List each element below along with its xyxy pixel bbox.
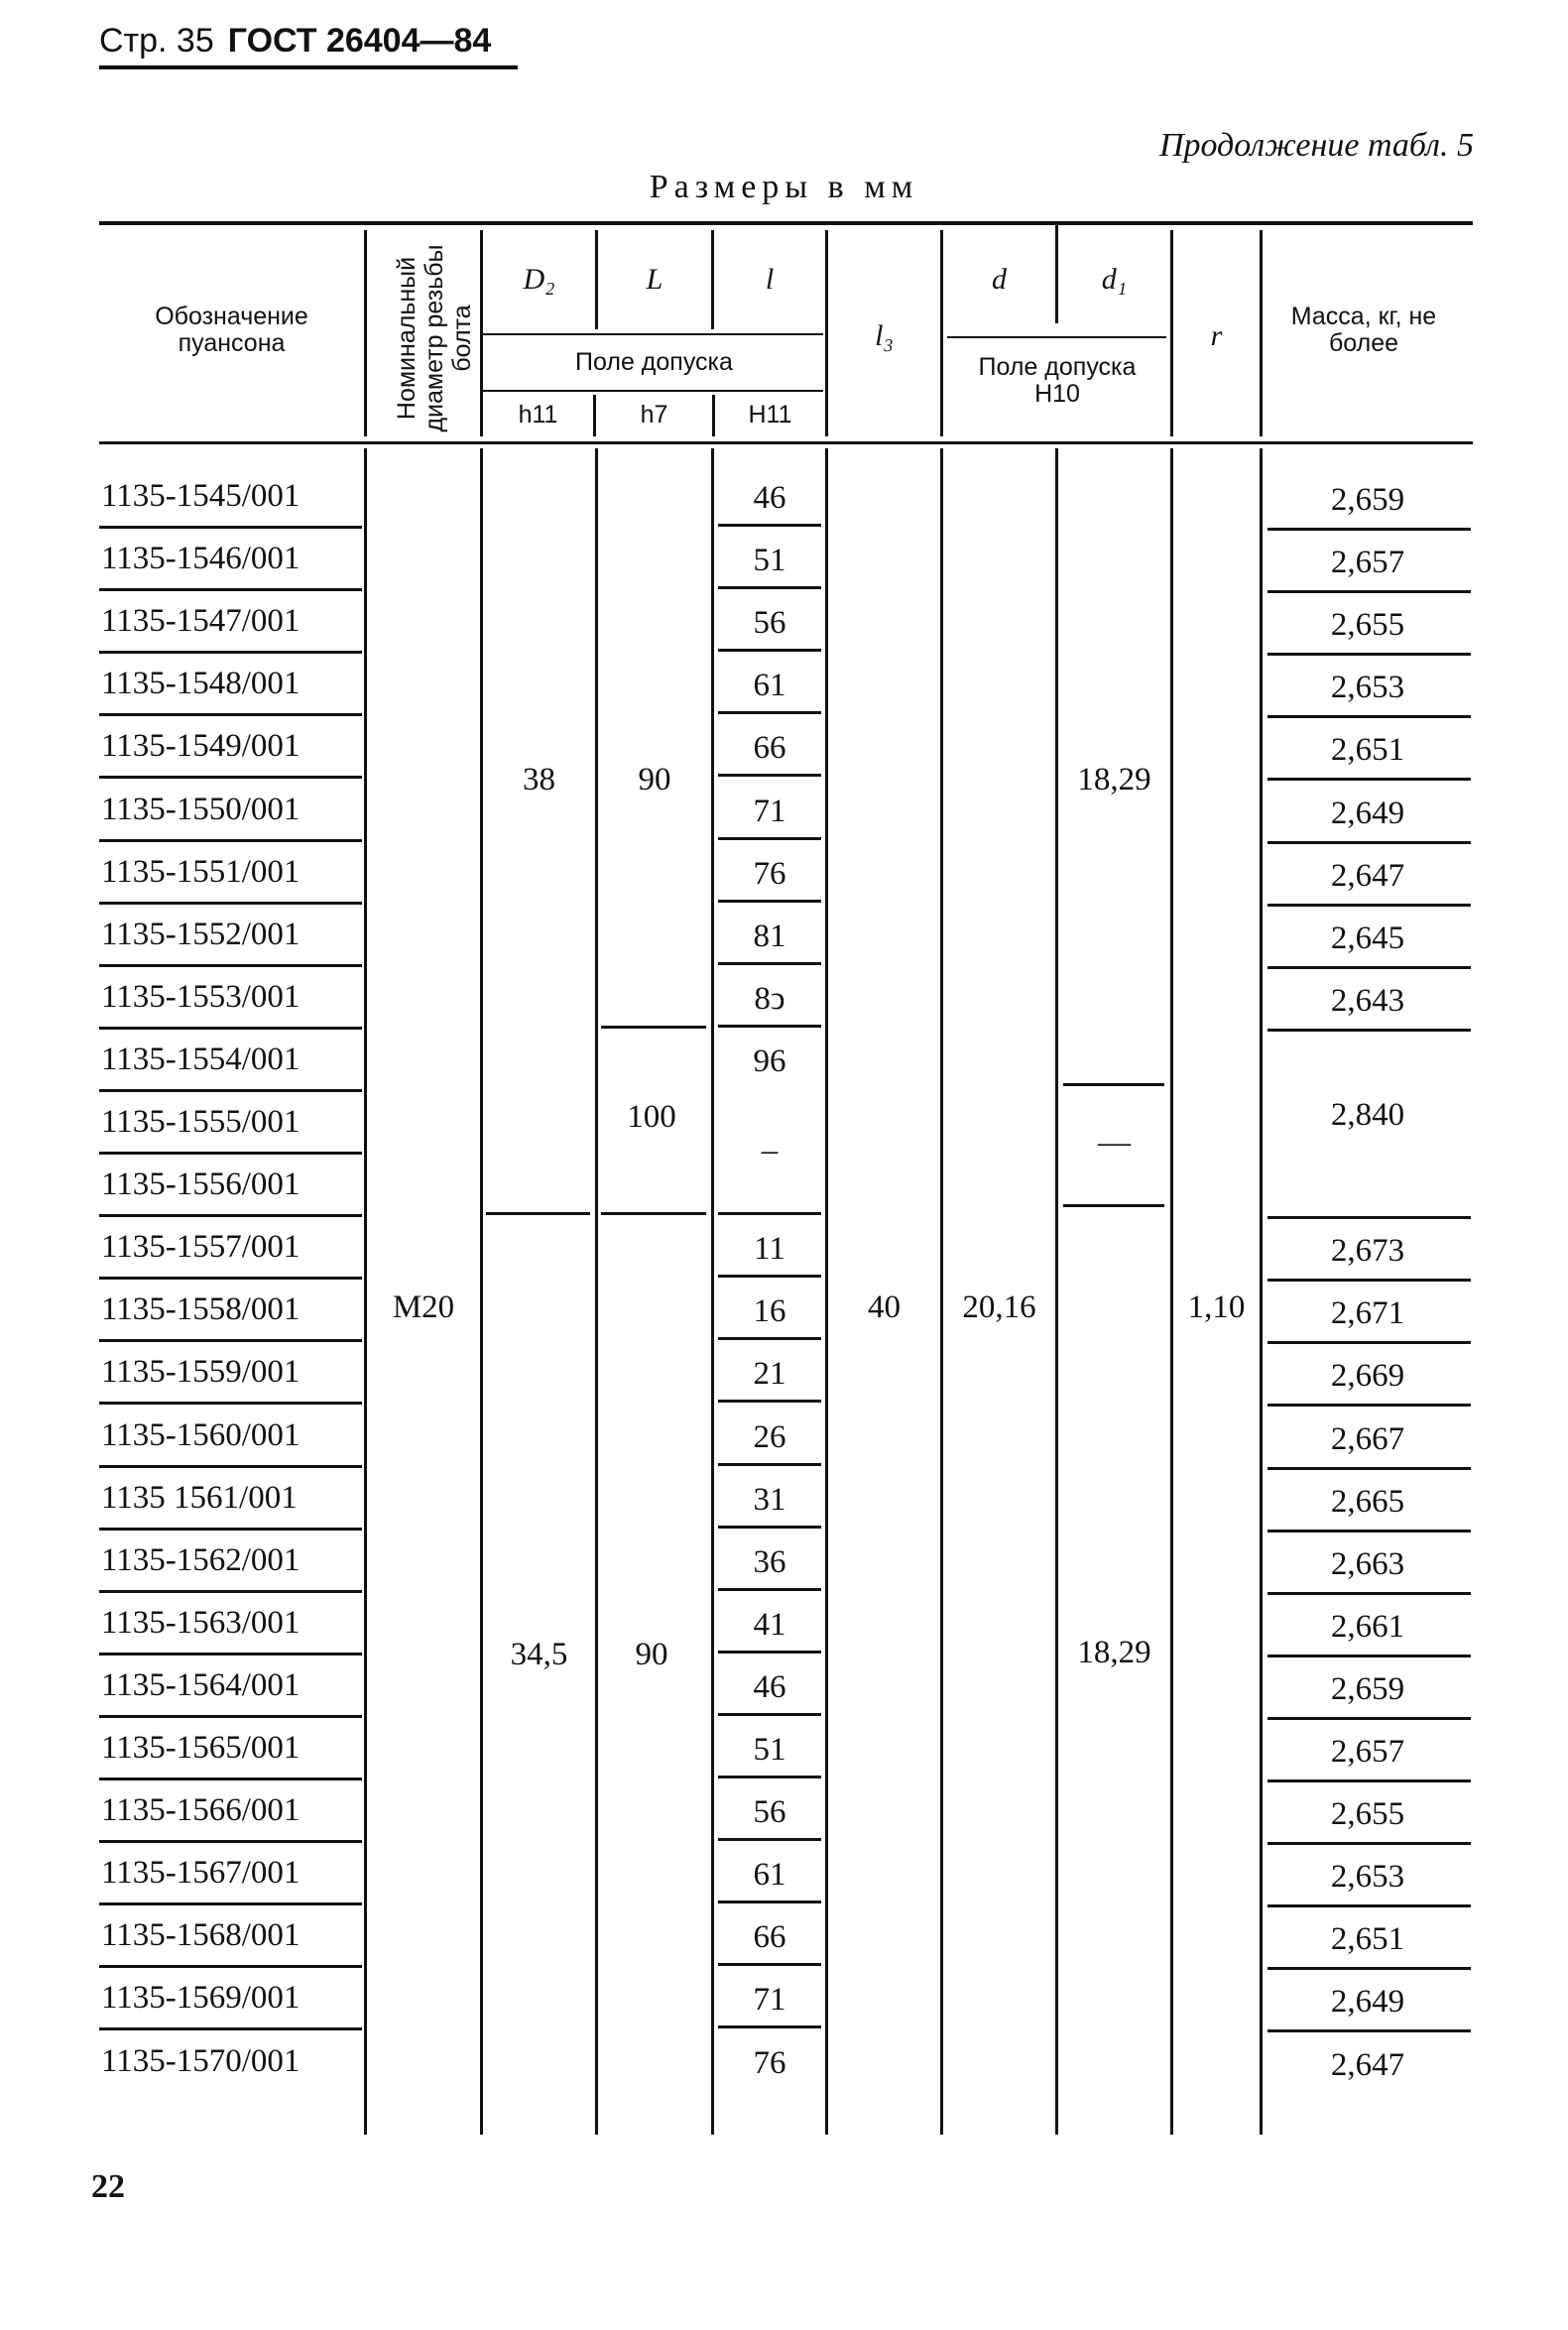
row-rule: [99, 1027, 362, 1030]
row-rule: [99, 651, 362, 654]
row-designation: 1135-1563/001: [101, 1605, 301, 1641]
col-tolerance-field: Поле допуска: [575, 348, 733, 376]
col-d2: D₂: [523, 263, 555, 296]
row-rule: [718, 1588, 821, 1591]
row-rule: [718, 1651, 821, 1654]
row-rule: [99, 1902, 362, 1905]
row-mass-value: 2,665: [1330, 1484, 1405, 1520]
row-rule: [718, 900, 821, 903]
d2-value-a: 38: [523, 762, 555, 797]
row-rule: [718, 1463, 821, 1466]
row-rule: [99, 902, 362, 905]
col-d1: d₁: [1101, 263, 1128, 296]
row-l-value: 61: [753, 1857, 786, 1893]
row-rule: [1267, 528, 1471, 531]
row-mass-value: 2,645: [1330, 920, 1405, 956]
row-rule: [1267, 1341, 1471, 1344]
group-rule: [1063, 1204, 1164, 1207]
row-mass-value: 2,673: [1330, 1233, 1405, 1269]
row-designation: 1135-1567/001: [101, 1855, 301, 1891]
row-rule: [718, 1025, 821, 1028]
l3-value: 40: [868, 1289, 901, 1325]
row-rule: [1267, 1530, 1471, 1533]
row-mass-value: 2,657: [1330, 1734, 1405, 1770]
row-mass-value: 2,663: [1330, 1546, 1405, 1582]
row-rule: [718, 837, 821, 840]
row-l-value: 41: [753, 1607, 786, 1643]
row-mass-value: 2,669: [1330, 1358, 1405, 1394]
row-rule: [718, 1901, 821, 1903]
standard-number: ГОСТ 26404—84: [227, 22, 492, 60]
group-rule: [601, 1212, 706, 1215]
row-l-value: 36: [753, 1544, 786, 1580]
col-d-tol: Поле допуска Н10: [978, 353, 1137, 408]
row-rule: [99, 1715, 362, 1718]
row-l-value: 16: [753, 1293, 786, 1329]
mass-group-value: 2,840: [1330, 1097, 1405, 1133]
row-rule: [1267, 1779, 1471, 1782]
row-rule: [1267, 1904, 1471, 1907]
row-designation: 1135-1569/001: [101, 1980, 301, 2016]
row-mass-value: 2,659: [1330, 482, 1405, 518]
row-rule: [99, 1214, 362, 1217]
row-mass-value: 2,647: [1330, 858, 1405, 894]
row-designation: 1135-1545/001: [101, 478, 301, 514]
row-rule: [1267, 841, 1471, 844]
L-value-c: 90: [635, 1637, 668, 1672]
row-rule: [99, 526, 362, 529]
row-rule: [99, 776, 362, 779]
row-designation: 1135-1547/001: [101, 603, 301, 639]
row-designation: 1135-1566/001: [101, 1792, 301, 1828]
header-bottom-rule: [99, 441, 1473, 444]
row-rule: [1267, 1029, 1471, 1032]
header-inner-rule: [480, 390, 823, 392]
row-rule: [1267, 1967, 1471, 1970]
row-rule: [718, 524, 821, 527]
row-l-value: 66: [753, 730, 786, 766]
col-mass: Масса, кг, не более: [1290, 303, 1437, 357]
row-l-value: 46: [753, 480, 786, 516]
row-mass-value: 2,667: [1330, 1421, 1405, 1457]
row-rule: [1267, 778, 1471, 781]
page-label: Стр. 35: [99, 22, 214, 60]
col-r: r: [1210, 319, 1223, 352]
col-thread-label: Номинальный диаметр резьбы болта: [393, 244, 476, 432]
row-l-value: 66: [753, 1919, 786, 1955]
row-mass-value: 2,661: [1330, 1609, 1405, 1645]
l-dash: –: [761, 1133, 779, 1168]
row-rule: [99, 1840, 362, 1843]
row-mass-value: 2,643: [1330, 983, 1405, 1019]
row-designation: 1135-1552/001: [101, 917, 301, 952]
col-thread: [385, 244, 484, 432]
row-designation: 1135-1557/001: [101, 1229, 301, 1265]
row-l-value: 71: [753, 794, 786, 829]
row-designation: 1135-1546/001: [101, 541, 301, 576]
row-rule: [718, 1337, 821, 1340]
row-l-value: 76: [753, 2045, 786, 2081]
row-rule: [718, 1400, 821, 1403]
col-sep: [595, 448, 598, 2135]
row-rule: [99, 1528, 362, 1531]
row-rule: [99, 839, 362, 842]
col-l: l: [765, 263, 775, 296]
row-designation: 1135-1553/001: [101, 979, 301, 1015]
row-rule: [99, 588, 362, 591]
group-rule: [601, 1026, 706, 1029]
d1-dash: —: [1098, 1125, 1131, 1161]
row-rule: [1267, 1717, 1471, 1720]
row-rule: [1267, 715, 1471, 718]
row-l-value: 56: [753, 605, 786, 641]
header-rule: [99, 65, 518, 69]
row-rule: [718, 962, 821, 965]
row-rule: [1267, 1655, 1471, 1657]
row-rule: [99, 1653, 362, 1656]
running-header: [99, 22, 491, 61]
row-rule: [99, 1965, 362, 1968]
col-sep: [1260, 230, 1263, 436]
row-designation: 1135 1561/001: [101, 1480, 298, 1516]
d2-value-b: 34,5: [510, 1637, 568, 1672]
row-designation: 1135-1556/001: [101, 1166, 301, 1202]
row-designation: 1135-1554/001: [101, 1042, 301, 1077]
row-rule: [99, 1465, 362, 1468]
L-value-b: 100: [627, 1099, 676, 1135]
row-rule: [1267, 590, 1471, 593]
col-d2-tol: h11: [518, 401, 558, 429]
row-mass-value: 2,647: [1330, 2047, 1405, 2083]
row-rule: [718, 774, 821, 777]
row-designation: 1135-1565/001: [101, 1730, 301, 1766]
row-rule: [718, 1776, 821, 1778]
row-rule: [1267, 2029, 1471, 2032]
row-rule: [1267, 1842, 1471, 1845]
row-l-value: 46: [753, 1669, 786, 1705]
row-rule: [1267, 1404, 1471, 1407]
r-value: 1,10: [1187, 1289, 1246, 1325]
header-inner-rule: [947, 336, 1166, 338]
row-rule: [99, 964, 362, 967]
row-rule: [718, 1526, 821, 1529]
col-sep: [1055, 448, 1058, 2135]
row-designation: 1135-1568/001: [101, 1917, 301, 1953]
row-rule: [718, 1212, 821, 1215]
row-rule: [718, 711, 821, 714]
col-sep: [480, 448, 483, 2135]
row-l-value: 21: [753, 1356, 786, 1392]
d1-value-a: 18,29: [1077, 762, 1151, 797]
col-l3: l₃: [875, 319, 894, 352]
row-mass-value: 2,649: [1330, 796, 1405, 831]
row-rule: [99, 713, 362, 716]
row-rule: [1267, 1279, 1471, 1282]
row-l-value: 11: [754, 1231, 785, 1267]
row-designation: 1135-1562/001: [101, 1542, 301, 1578]
row-l-value: 71: [753, 1982, 786, 2018]
group-rule: [1063, 1083, 1164, 1086]
row-designation: 1135-1551/001: [101, 854, 301, 890]
row-rule: [718, 1713, 821, 1716]
row-l-value: 61: [753, 668, 786, 703]
row-rule: [99, 1402, 362, 1405]
row-l-value: 96: [753, 1043, 786, 1079]
continuation-note: Продолжение табл. 5: [1158, 127, 1474, 164]
row-rule: [718, 1838, 821, 1841]
row-designation: 1135-1550/001: [101, 792, 301, 827]
row-rule: [1267, 966, 1471, 969]
units-caption: Размеры в мм: [649, 169, 919, 205]
row-rule: [718, 2025, 821, 2028]
row-rule: [1267, 1592, 1471, 1595]
row-rule: [1267, 653, 1471, 656]
row-designation: 1135-1548/001: [101, 666, 301, 701]
row-rule: [718, 586, 821, 589]
row-mass-value: 2,653: [1330, 1859, 1405, 1895]
row-rule: [99, 1339, 362, 1342]
row-l-value: 26: [753, 1419, 786, 1455]
row-rule: [99, 1277, 362, 1280]
header-inner-rule: [480, 333, 823, 335]
row-rule: [718, 1963, 821, 1966]
row-designation: 1135-1555/001: [101, 1104, 301, 1140]
row-mass-value: 2,657: [1330, 545, 1405, 580]
row-rule: [1267, 1216, 1471, 1219]
row-rule: [99, 1590, 362, 1593]
page-number: 22: [91, 2168, 125, 2205]
row-mass-value: 2,651: [1330, 1921, 1405, 1957]
row-designation: 1135-1570/001: [101, 2043, 301, 2079]
row-designation: 1135-1558/001: [101, 1291, 301, 1327]
group-rule: [486, 1212, 590, 1215]
thread-value: М20: [392, 1289, 455, 1325]
col-L-tol: h7: [640, 401, 668, 429]
row-rule: [1267, 1467, 1471, 1470]
row-rule: [99, 1778, 362, 1780]
row-rule: [718, 1275, 821, 1278]
col-designation: Обозначение пуансона: [155, 303, 308, 357]
row-rule: [1267, 904, 1471, 907]
row-l-value: 81: [753, 919, 786, 954]
row-designation: 1135-1560/001: [101, 1417, 301, 1453]
row-mass-value: 2,671: [1330, 1295, 1405, 1331]
row-rule: [99, 2027, 362, 2030]
row-designation: 1135-1549/001: [101, 728, 301, 764]
row-rule: [99, 1152, 362, 1155]
row-l-value: 8ͻ: [754, 981, 785, 1017]
row-mass-value: 2,651: [1330, 732, 1405, 768]
L-value-a: 90: [638, 762, 671, 797]
col-L: L: [646, 263, 663, 296]
row-l-value: 76: [753, 856, 786, 892]
row-rule: [718, 649, 821, 652]
row-mass-value: 2,655: [1330, 607, 1405, 643]
row-designation: 1135-1564/001: [101, 1667, 301, 1703]
row-l-value: 56: [753, 1794, 786, 1830]
col-sep: [940, 230, 943, 436]
row-rule: [99, 1089, 362, 1092]
d1-value-b: 18,29: [1077, 1635, 1151, 1670]
row-l-value: 51: [753, 1732, 786, 1768]
row-mass-value: 2,659: [1330, 1671, 1405, 1707]
col-d: d: [992, 263, 1007, 296]
col-sep: [364, 230, 367, 436]
row-designation: 1135-1559/001: [101, 1354, 301, 1390]
row-l-value: 51: [753, 543, 786, 578]
row-mass-value: 2,655: [1330, 1796, 1405, 1832]
row-mass-value: 2,649: [1330, 1984, 1405, 2020]
row-mass-value: 2,653: [1330, 670, 1405, 705]
col-l-tol: H11: [748, 401, 792, 429]
d-value: 20,16: [962, 1289, 1036, 1325]
row-l-value: 31: [753, 1482, 786, 1518]
table-top-rule: [99, 221, 1473, 225]
